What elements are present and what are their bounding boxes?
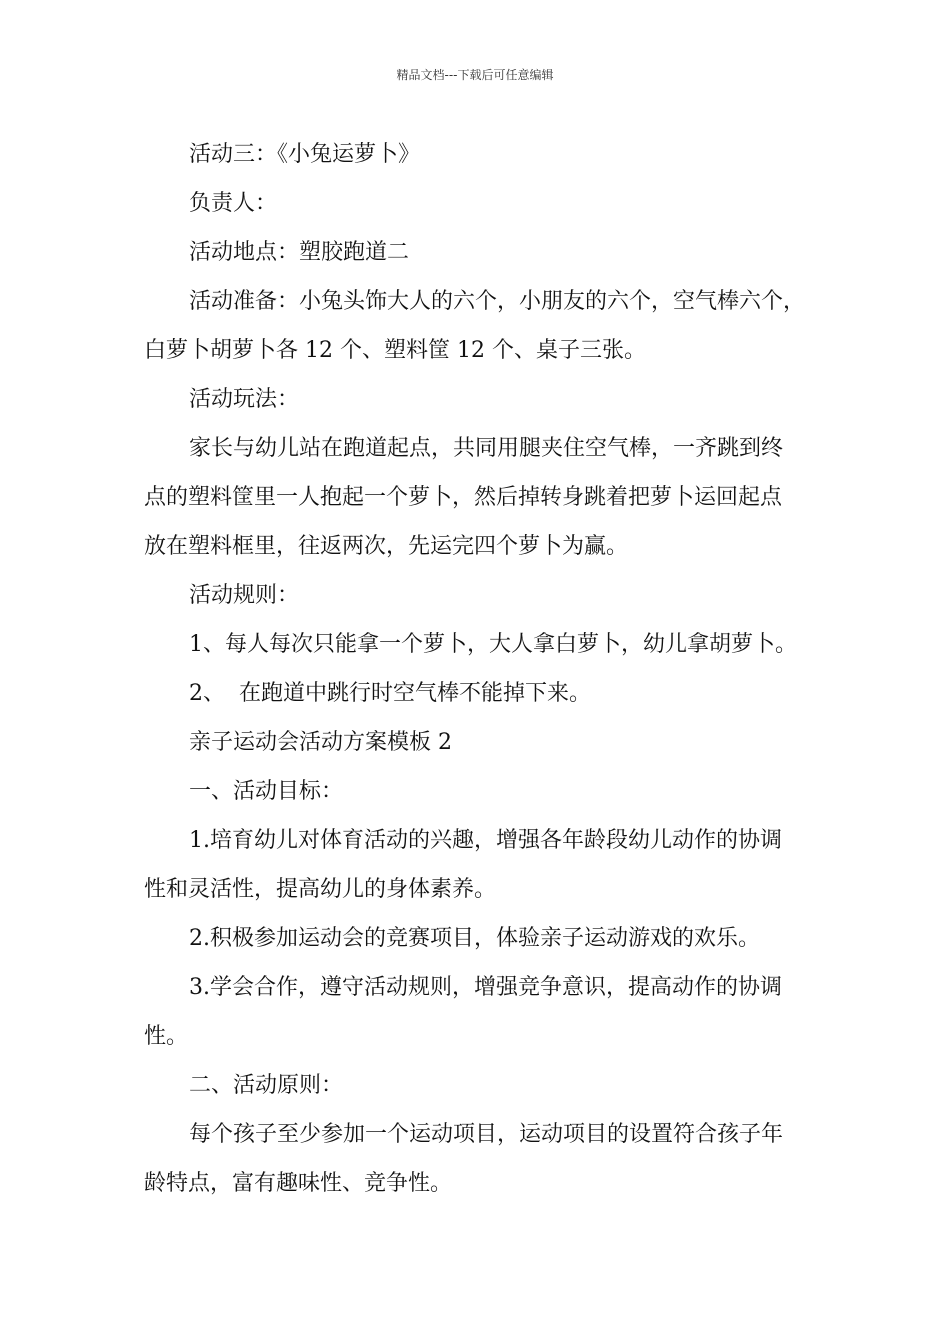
section-heading: 一、活动目标： [189, 779, 344, 804]
text-line: 活动规则： [189, 583, 300, 608]
text-line: 活动玩法： [189, 387, 300, 412]
text-line: 活动地点：塑胶跑道二 [189, 240, 410, 265]
section-heading: 二、活动原则： [189, 1073, 344, 1098]
text-line: 活动三：《小兔运萝卜》 [189, 142, 421, 167]
text-line: 家长与幼儿站在跑道起点，共同用腿夹住空气棒，一齐跳到终 [189, 436, 784, 461]
text-line: 性。 [144, 1024, 189, 1049]
text-line: 每个孩子至少参加一个运动项目，运动项目的设置符合孩子年 [189, 1122, 784, 1147]
text-line: 1.培育幼儿对体育活动的兴趣，增强各年龄段幼儿动作的协调 [189, 828, 782, 853]
text-line: 活动准备：小兔头饰大人的六个，小朋友的六个，空气棒六个， [189, 289, 806, 314]
text-line: 放在塑料框里，往返两次，先运完四个萝卜为赢。 [144, 534, 629, 559]
text-line: 龄特点，富有趣味性、竞争性。 [144, 1171, 453, 1196]
text-line: 3.学会合作，遵守活动规则，增强竞争意识，提高动作的协调 [189, 975, 782, 1000]
document-body [144, 130, 824, 1208]
section-heading: 亲子运动会活动方案模板 2 [189, 730, 452, 755]
page-header: 精品文档---下载后可任意编辑 [396, 68, 554, 82]
text-line: 1、每人每次只能拿一个萝卜，大人拿白萝卜，幼儿拿胡萝卜。 [189, 632, 797, 657]
text-line: 2.积极参加运动会的竞赛项目，体验亲子运动游戏的欢乐。 [189, 926, 760, 951]
text-line: 白萝卜胡萝卜各 12 个、塑料筐 12 个、桌子三张。 [144, 338, 646, 363]
text-line: 2、 在跑道中跳行时空气棒不能掉下来。 [189, 681, 591, 706]
text-line: 性和灵活性，提高幼儿的身体素养。 [144, 877, 497, 902]
text-line: 点的塑料筐里一人抱起一个萝卜，然后掉转身跳着把萝卜运回起点 [144, 485, 783, 510]
text-line: 负责人： [189, 191, 278, 216]
